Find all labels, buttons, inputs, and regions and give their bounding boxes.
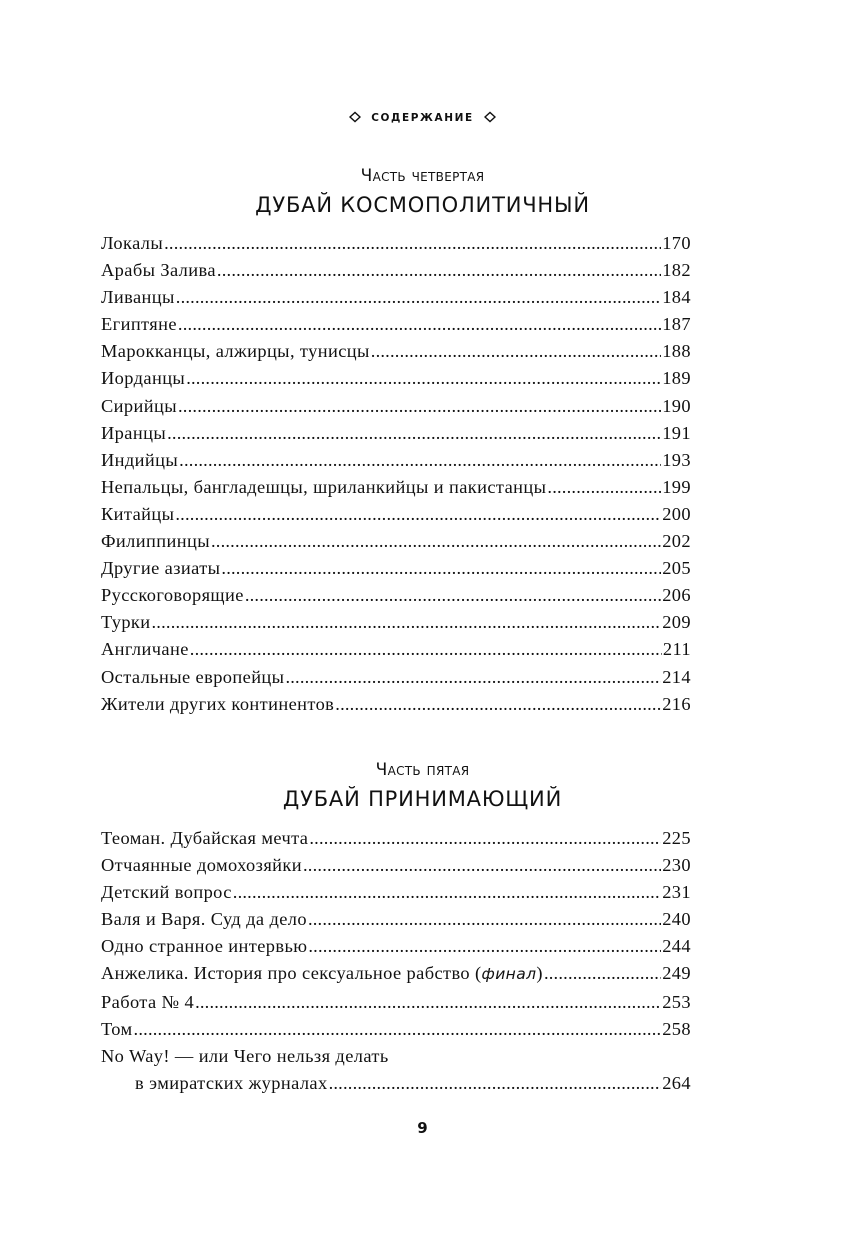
toc-entry-page: 189	[662, 368, 691, 389]
toc-entry-page: 214	[662, 666, 691, 687]
part-title: ДУБАЙ ПРИНИМАЮЩИЙ	[282, 787, 563, 811]
toc-entry-title: Русскоговорящие	[101, 585, 244, 606]
toc-entry-title: Валя и Варя. Суд да дело	[101, 909, 307, 930]
toc-entry-page: 264	[662, 1072, 691, 1093]
part-four-heading	[0, 164, 845, 220]
part-five-heading	[0, 758, 845, 814]
toc-entry-page: 188	[662, 341, 691, 362]
toc-entry-title: Англичане	[101, 639, 189, 660]
toc-entry-page: 170	[662, 233, 691, 253]
page-number: 9	[417, 1119, 428, 1137]
toc-entry-title: Марокканцы, алжирцы, тунисцы	[101, 341, 370, 362]
toc-entry-page: 184	[662, 287, 691, 308]
toc-entry[interactable]	[101, 906, 691, 933]
toc-entry-page: 191	[662, 422, 691, 443]
toc-entry-page: 216	[662, 693, 691, 714]
toc-entry[interactable]	[101, 393, 691, 420]
toc-entry-page: 190	[662, 395, 691, 416]
diamond-ornament-icon	[484, 111, 496, 123]
part-title: ДУБАЙ КОСМОПОЛИТИЧНЫЙ	[255, 193, 590, 217]
toc-entry-page: 200	[662, 503, 691, 524]
toc-entry-title: Непальцы, бангладешцы, шриланкийцы и пакистанцы	[101, 476, 547, 497]
toc-entry-page: 202	[662, 531, 691, 552]
toc-entry-title: Одно странное интервью	[101, 936, 308, 957]
toc-entry-page: 249	[662, 963, 691, 984]
running-header-text: СОДЕРЖАНИЕ	[371, 112, 474, 124]
toc-entry-page: 205	[662, 558, 691, 579]
toc-entry-page: 206	[662, 585, 691, 606]
toc-entry[interactable]	[101, 501, 691, 528]
toc-entry[interactable]	[101, 257, 691, 284]
toc-entry[interactable]	[101, 989, 691, 1016]
toc-entry[interactable]	[101, 230, 691, 257]
toc-entry[interactable]	[101, 474, 691, 501]
toc-entry-title: Жители других континентов	[101, 693, 335, 714]
toc-entry-title: Иранцы	[101, 422, 167, 443]
toc-entry-title: Отчаянные домохозяйки	[101, 855, 302, 876]
toc-entry[interactable]	[101, 582, 691, 609]
toc-entry[interactable]	[101, 528, 691, 555]
toc-entry-page: 230	[662, 855, 691, 876]
toc-entry-title-line1: No Way! — или Чего нельзя делать	[101, 1045, 389, 1066]
toc-entry[interactable]	[101, 1016, 691, 1043]
toc-entry-page: 240	[662, 909, 691, 930]
toc-entry-title-italic: финал	[481, 965, 537, 984]
toc-entry-page: 253	[662, 991, 691, 1012]
toc-entry-page: 225	[662, 828, 691, 848]
toc-entry[interactable]	[101, 609, 691, 636]
toc-entry-title: Турки	[101, 612, 151, 633]
toc-entry-page: 244	[662, 936, 691, 957]
toc-entry-title: Анжелика. История про сексуальное рабство (финал)	[101, 963, 543, 984]
toc-entry-title: Египтяне	[101, 314, 177, 335]
toc-entry-page: 209	[662, 612, 691, 633]
toc-entry-title: Филиппинцы	[101, 531, 210, 552]
toc-entry[interactable]	[101, 933, 691, 960]
toc-entry-page: 258	[662, 1018, 691, 1039]
diamond-ornament-icon	[349, 111, 361, 123]
toc-entry-title: Локалы	[101, 233, 164, 253]
toc-list-part-five	[101, 825, 691, 1097]
toc-entry-title: Иорданцы	[101, 368, 186, 389]
toc-entry[interactable]	[101, 311, 691, 338]
toc-entry-page: 211	[662, 639, 691, 660]
toc-list-part-four	[101, 230, 691, 718]
toc-entry-page: 199	[662, 476, 691, 497]
part-label: Часть четвертая	[360, 166, 485, 186]
toc-entry[interactable]	[101, 338, 691, 365]
toc-entry-title: Арабы Залива	[101, 260, 216, 281]
toc-entry-title: Остальные европейцы	[101, 666, 285, 687]
toc-entry[interactable]	[101, 825, 691, 852]
running-header	[0, 108, 845, 128]
toc-entry-title: Другие азиаты	[101, 558, 221, 579]
part-label: Часть пятая	[375, 760, 470, 780]
toc-entry-page: 193	[662, 449, 691, 470]
toc-entry[interactable]	[101, 447, 691, 474]
toc-entry-page: 187	[662, 314, 691, 335]
toc-entry-title: Индийцы	[101, 449, 179, 470]
toc-entry[interactable]	[101, 284, 691, 311]
toc-entry-title: Ливанцы	[101, 287, 175, 308]
toc-entry-multiline[interactable]	[101, 1043, 691, 1097]
toc-entry[interactable]	[101, 879, 691, 906]
toc-entry[interactable]	[101, 555, 691, 582]
toc-entry-title-line2: в эмиратских журналах	[135, 1072, 328, 1093]
toc-entry-title: Детский вопрос	[101, 882, 232, 903]
toc-entry-title: Том	[101, 1018, 133, 1039]
toc-entry-title: Сирийцы	[101, 395, 177, 416]
toc-entry[interactable]	[101, 960, 691, 988]
toc-entry-title: Китайцы	[101, 503, 175, 524]
toc-entry[interactable]	[101, 636, 691, 663]
toc-entry[interactable]	[101, 691, 691, 718]
toc-entry[interactable]	[101, 664, 691, 691]
toc-entry-title: Теоман. Дубайская мечта	[101, 828, 309, 848]
toc-entry-title: Работа № 4	[101, 991, 195, 1012]
toc-entry-page: 231	[662, 882, 691, 903]
toc-entry[interactable]	[101, 420, 691, 447]
toc-entry[interactable]	[101, 365, 691, 392]
toc-entry[interactable]	[101, 852, 691, 879]
toc-entry-page: 182	[662, 260, 691, 281]
